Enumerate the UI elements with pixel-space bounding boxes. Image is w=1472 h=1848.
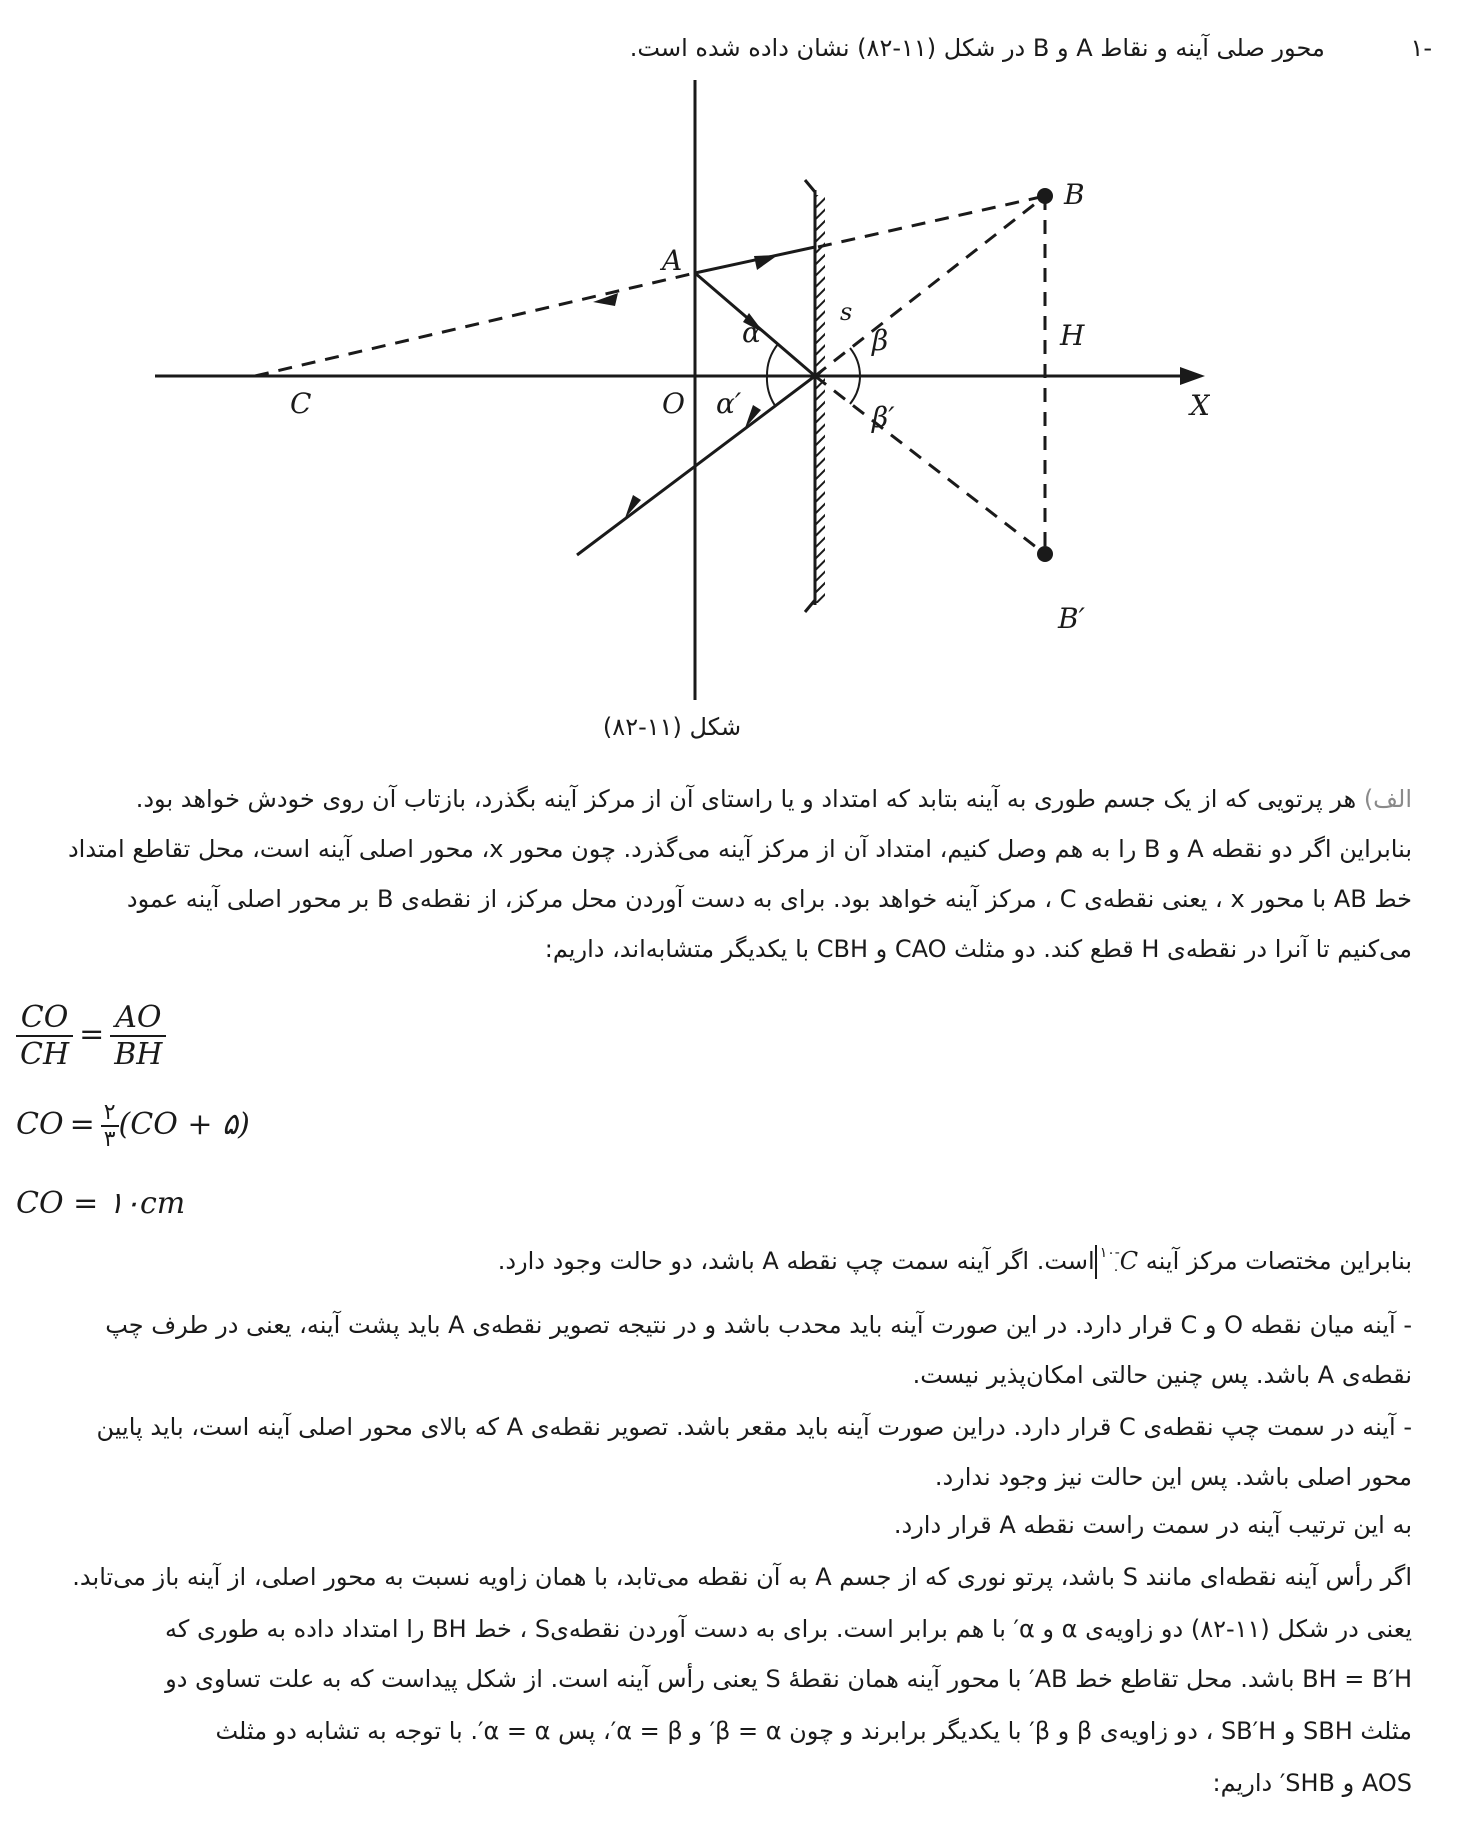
coordinate-vector: -۱۰ ۰ xyxy=(1095,1245,1120,1279)
fraction-two-thirds: ۲ ۳ xyxy=(101,1100,119,1152)
ray-s-to-b-dashed xyxy=(815,196,1045,376)
arrow-toward-mirror xyxy=(754,255,778,270)
paragraph-3-line-2: نقطه‌ی A باشد. پس چنین حالتی امکان‌پذیر نیست. xyxy=(912,1361,1412,1389)
label-a: A xyxy=(662,244,683,277)
label-o: O xyxy=(662,387,685,420)
label-beta-prime: β′ xyxy=(872,401,895,434)
label-alpha-prime: α′ xyxy=(716,387,742,420)
label-b-prime: B′ xyxy=(1058,602,1085,635)
point-b-prime-dot xyxy=(1037,546,1053,562)
paragraph-3-line-7: یعنی در شکل (۱۱-۸۲) دو زاویه‌ی α و α′ با هم برابر است. برای به دست آوردن نقطه‌یS ، خط BH را امتداد داده به طوری که xyxy=(165,1615,1412,1643)
paragraph-1-line-4: می‌کنیم تا آنرا در نقطه‌ی H قطع کند. دو مثلث CAO و CBH با یکدیگر متشابه‌اند، داریم: xyxy=(544,935,1412,963)
paragraph-3-line-8: BH = B′H باشد. محل تقاطع خط AB′ با محور آینه همان نقطهٔ S یعنی رأس آینه است. از شکل پیداست که به علت تساوی دو xyxy=(165,1665,1412,1693)
equation-co-expression: CO = ۲ ۳ (CO + ۵) xyxy=(16,1100,250,1152)
mirror-bottom-tick xyxy=(805,600,815,612)
point-b-dot xyxy=(1037,188,1053,204)
angle-alpha-prime-arc xyxy=(767,376,776,407)
fraction-co-ch: $\frac{CO}{CH}$ xyxy=(16,1000,73,1072)
ray-s-to-b-prime-dashed xyxy=(815,376,1045,554)
paragraph-1-line-1: الف) هر پرتویی که از یک جسم طوری به آینه بتابد که امتداد و یا راستای آن از مرکز آینه بگذرد، بازتاب آن روی خودش خواهد بود. xyxy=(135,785,1412,813)
equation-similar-triangles: $\frac{CO}{CH}$ = $\frac{AO}{BH}$ xyxy=(16,1000,166,1072)
mirror-top-tick xyxy=(805,180,815,192)
equation-co-result: CO = ۱۰cm xyxy=(16,1186,186,1221)
label-c: C xyxy=(290,387,312,420)
problem-number: -۱ xyxy=(1410,34,1432,62)
fraction-ao-bh: $\frac{AO}{BH}$ xyxy=(110,1000,166,1072)
paragraph-2: بنابراین مختصات مرکز آینه C -۱۰ ۰ است. اگر آینه سمت چپ نقطه A باشد، دو حالت وجود دارد. xyxy=(497,1245,1412,1278)
paragraph-3-line-1: - آینه میان نقطه O و C قرار دارد. در این صورت آینه باید محدب باشد و در نتیجه تصویر نقطه‌ی A باید پشت آینه، یعنی در طرف چپ xyxy=(105,1311,1412,1339)
paragraph-1-line-2: بنابراین اگر دو نقطه A و B را به هم وصل کنیم، امتداد آن از مرکز آینه می‌گذرد. چون محور x، محور اصلی آینه است، محل تقاطع امتداد xyxy=(67,835,1412,863)
paragraph-3-line-5: به این ترتیب آینه در سمت راست نقطه A قرار دارد. xyxy=(893,1511,1412,1539)
label-x: X xyxy=(1190,389,1210,422)
label-s: s xyxy=(840,298,853,326)
ray-c-to-a-dashed xyxy=(255,273,695,376)
angle-beta-prime-arc xyxy=(850,376,860,404)
label-h: H xyxy=(1060,319,1085,352)
axis-arrowhead xyxy=(1180,367,1205,385)
label-b: B xyxy=(1064,178,1085,211)
angle-beta-arc xyxy=(850,348,860,376)
paragraph-3-line-6: اگر رأس آینه نقطه‌ای مانند S باشد، پرتو نوری که از جسم A به آن نقطه می‌تابد، با همان زاویه نسبت به محور اصلی، از آینه باز می‌تابد. xyxy=(72,1563,1412,1591)
paragraph-1-line-3: خط AB با محور x ، یعنی نقطه‌ی C ، مرکز آینه خواهد بود. برای به دست آوردن محل مرکز، از نقطه‌ی B بر محور اصلی آینه عمود xyxy=(126,885,1412,913)
label-beta: β xyxy=(872,324,889,357)
paragraph-3-line-3: - آینه در سمت چپ نقطه‌ی C قرار دارد. دراین صورت آینه باید مقعر باشد. تصویر نقطه‌ی A که بالای محور اصلی آینه است، باید پایین xyxy=(96,1413,1412,1441)
problem-statement: محور صلی آینه و نقاط A و B در شکل (۱۱-۸۲) نشان داده شده است. xyxy=(629,34,1325,62)
part-label: الف) xyxy=(1363,785,1412,813)
problem-heading xyxy=(630,34,1432,62)
paragraph-3-line-10: AOS و SHB′ داریم: xyxy=(1212,1769,1412,1797)
arrow-reflected-1 xyxy=(745,405,761,428)
paragraph-3-line-4: محور اصلی باشد. پس این حالت نیز وجود ندارد. xyxy=(934,1463,1412,1491)
figure-caption: شکل (۱۱-۸۲) xyxy=(602,713,742,741)
label-alpha: α xyxy=(742,316,761,349)
mirror-hatching xyxy=(816,195,825,603)
angle-alpha-arc xyxy=(767,344,778,376)
arrow-toward-c xyxy=(593,293,618,306)
mirror-figure xyxy=(150,80,1210,710)
paragraph-3-line-9: مثلث SBH و SB′H ، دو زاویه‌ی β و β′ با یکدیگر برابرند و چون β = α′ و α = β′، پس α = α′. با توجه به تشابه دو مثلث xyxy=(215,1717,1412,1745)
